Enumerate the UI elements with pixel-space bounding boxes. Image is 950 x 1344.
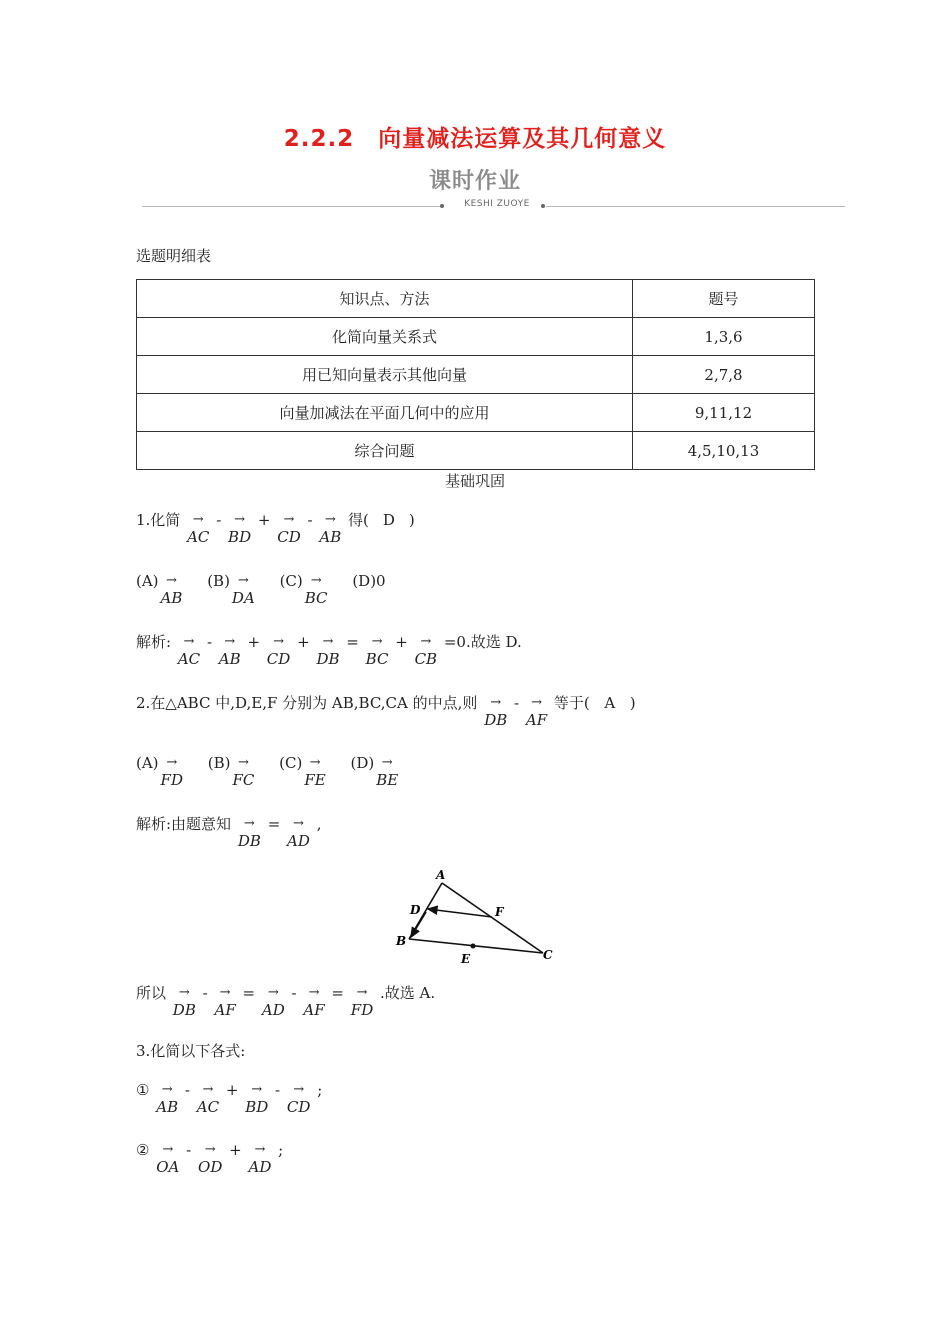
table-row: [137, 318, 815, 356]
item-marker: ①: [136, 1081, 150, 1099]
vector: → DB: [172, 985, 196, 1019]
q2-options: [136, 754, 418, 788]
section-subtitle: 课时作业: [428, 169, 521, 194]
divider-left: [142, 206, 442, 207]
segment-bc: [409, 939, 543, 953]
table-cell: 向量加减法在平面几何中的应用: [137, 394, 633, 432]
vector: → AC: [177, 634, 201, 668]
solution-suffix: ,: [316, 815, 322, 833]
vector: → AD: [248, 1142, 272, 1176]
table-cell: 综合问题: [137, 432, 633, 470]
q1-answer: D: [382, 511, 395, 529]
operator: -: [275, 1081, 281, 1099]
table-cell: 9,11,12: [633, 394, 815, 432]
table-caption: 选题明细表: [136, 247, 212, 265]
vector: → AB: [218, 634, 241, 668]
vector: → DB: [484, 695, 508, 729]
table-cell: 化简向量关系式: [137, 318, 633, 356]
item-marker: ②: [136, 1141, 150, 1159]
vector: → AF: [214, 985, 236, 1019]
table-header-row: [137, 280, 815, 318]
option-a: (A) → AB: [136, 572, 183, 607]
divider-dot-left: [440, 204, 444, 208]
operator: -: [184, 1081, 190, 1099]
label-d: D: [410, 903, 421, 917]
table-row: [137, 356, 815, 394]
vector: → OD: [198, 1142, 223, 1176]
question-3: 3.化简以下各式:: [136, 1042, 246, 1060]
q1-prefix: 1.化简: [136, 511, 181, 529]
table-row: [137, 432, 815, 470]
label-e: E: [461, 952, 471, 966]
table-cell: 2,7,8: [633, 356, 815, 394]
subtitle-pinyin: KESHI ZUOYE: [464, 199, 530, 209]
table-cell: 用已知向量表示其他向量: [137, 356, 633, 394]
option-a: (A) → FD: [136, 754, 183, 789]
vector: → AD: [287, 816, 310, 850]
vector: → AC: [187, 512, 210, 546]
operator: -: [514, 694, 520, 712]
operator: =: [242, 984, 256, 1002]
solution-label: 解析:由题意知: [136, 815, 232, 833]
solution-label: 解析:: [136, 633, 172, 651]
section-heading: 基础巩固: [444, 472, 505, 490]
option-d: (D)0: [352, 572, 386, 590]
vector: → AF: [525, 695, 548, 729]
label-c: C: [543, 948, 553, 962]
operator: -: [202, 984, 208, 1002]
q1-solution: [136, 633, 522, 667]
operator: =: [346, 633, 359, 651]
vector: → AD: [261, 985, 285, 1019]
option-d: (D) → BE: [350, 754, 399, 789]
item-suffix: ;: [317, 1081, 323, 1099]
operator: =: [331, 984, 344, 1002]
conclusion-suffix: .故选 A.: [380, 984, 436, 1002]
option-c: (C) → BC: [279, 572, 328, 607]
question-1: [136, 511, 415, 545]
vector: → DB: [237, 816, 261, 850]
question-2: [136, 694, 636, 728]
vector: → AF: [303, 985, 325, 1019]
q2-prefix: 2.在△ABC 中,D,E,F 分别为 AB,BC,CA 的中点,则: [136, 694, 478, 712]
label-a: A: [436, 868, 446, 882]
topic-table: [136, 279, 815, 470]
vector: → AC: [196, 1082, 220, 1116]
paren-close: ): [629, 694, 636, 712]
option-b: (B) → DA: [207, 572, 255, 607]
label-b: B: [396, 934, 407, 948]
operator: +: [247, 633, 261, 651]
triangle-figure: [390, 866, 560, 972]
vector: → CB: [414, 634, 438, 668]
operator: =: [267, 815, 281, 833]
table-row: [137, 394, 815, 432]
operator: +: [225, 1081, 239, 1099]
operator: +: [297, 633, 310, 651]
q2-answer: A: [604, 694, 616, 712]
item-suffix: ;: [278, 1141, 284, 1159]
table-header-cell: 题号: [633, 280, 815, 318]
page-title: 2.2.2 向量减法运算及其几何意义: [283, 126, 667, 152]
operator: -: [291, 984, 297, 1002]
vector: → CD: [266, 634, 291, 668]
operator: +: [257, 511, 271, 529]
vector: → FD: [350, 985, 374, 1019]
segment-ac: [442, 883, 543, 953]
vector: → AB: [156, 1082, 179, 1116]
vector: → AB: [319, 512, 342, 546]
divider-right: [546, 206, 845, 207]
vector: → CD: [277, 512, 301, 546]
operator: -: [186, 1141, 192, 1159]
vector: → BD: [228, 512, 252, 546]
table-cell: 1,3,6: [633, 318, 815, 356]
operator: -: [216, 511, 222, 529]
q2-solution: [136, 815, 321, 849]
paren-close: ): [408, 511, 415, 529]
point-e: [471, 944, 476, 949]
q3-item-2: [136, 1141, 283, 1175]
conclusion-label: 所以: [136, 984, 167, 1002]
operator: +: [229, 1141, 242, 1159]
vector: → CD: [286, 1082, 311, 1116]
label-f: F: [495, 905, 504, 919]
operator: -: [206, 633, 213, 651]
q1-suffix: 得(: [348, 511, 369, 529]
vector: → BD: [245, 1082, 269, 1116]
q1-options: [136, 572, 404, 606]
operator: -: [307, 511, 313, 529]
table-cell: 4,5,10,13: [633, 432, 815, 470]
option-c: (C) → FE: [279, 754, 326, 789]
vector: → DB: [316, 634, 340, 668]
option-b: (B) → FC: [207, 754, 255, 789]
table-header-cell: 知识点、方法: [137, 280, 633, 318]
vector: → BC: [365, 634, 389, 668]
q2-suffix: 等于(: [553, 694, 590, 712]
divider-dot-right: [541, 204, 545, 208]
q2-conclusion: [136, 984, 435, 1018]
solution-suffix: =0.故选 D.: [443, 633, 522, 651]
vector: → OA: [156, 1142, 180, 1176]
q3-item-1: [136, 1081, 322, 1115]
operator: +: [395, 633, 408, 651]
